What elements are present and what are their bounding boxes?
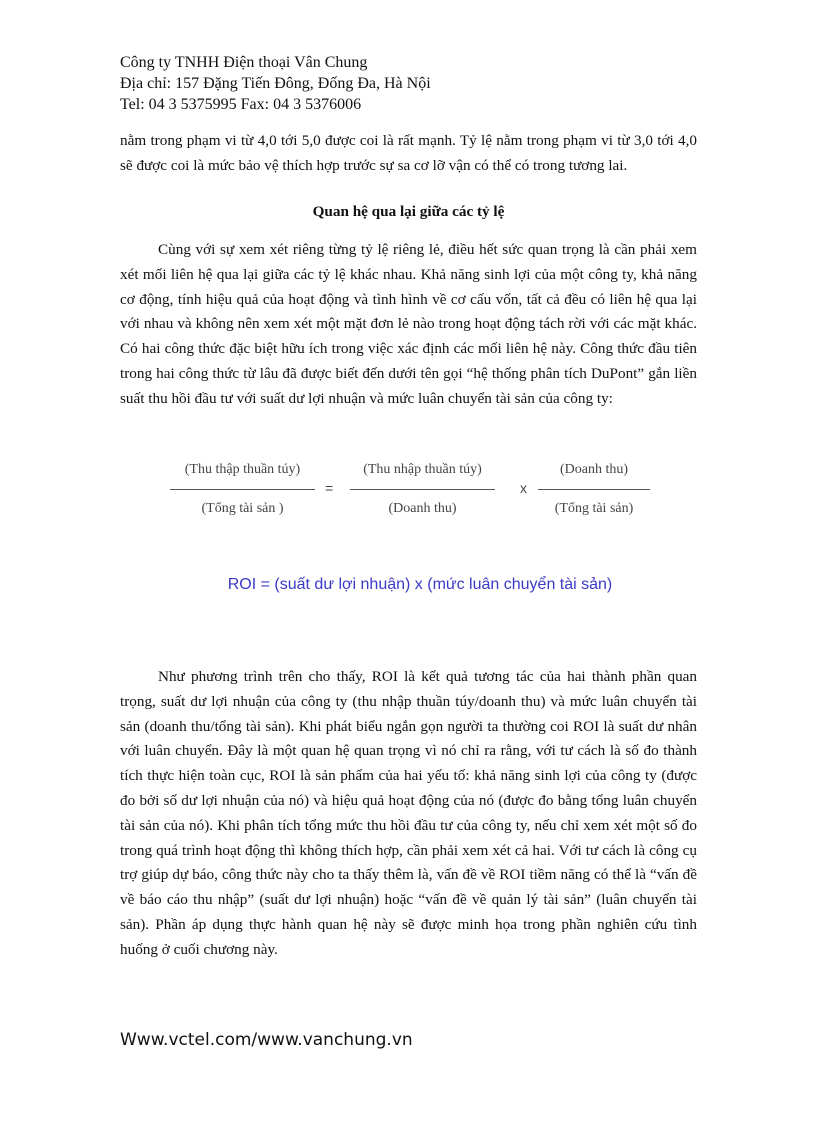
fraction-roi: [170, 456, 315, 523]
fraction-asset-turnover-denominator: (Tổng tài sản): [554, 501, 634, 516]
section-heading: Quan hệ qua lại giữa các tỷ lệ: [312, 203, 505, 220]
times-sign: x: [520, 480, 527, 496]
fraction-asset-turnover-numerator: (Doanh thu): [559, 462, 629, 477]
fraction-profit-margin: [350, 456, 495, 523]
fraction-profit-margin-denominator: (Doanh thu): [388, 501, 457, 516]
company-contact: Tel: 04 3 5375995 Fax: 04 3 5376006: [120, 96, 362, 113]
fraction-asset-turnover: [538, 456, 650, 523]
fraction-roi-denominator: (Tổng tài sản ): [201, 501, 284, 516]
company-name: Công ty TNHH Điện thoại Vân Chung: [120, 54, 368, 71]
fraction-bar: [170, 489, 315, 490]
intro-paragraph: nằm trong phạm vi từ 4,0 tới 5,0 được coi là rất mạnh. Tỷ lệ nằm trong phạm vi từ 3,0 tới 4,0 sẽ được coi là mức bảo vệ thích hợp trước sự sa cơ lỡ vận có thể có trong tương lai.: [120, 132, 697, 174]
fraction-bar: [350, 489, 495, 490]
footer-website: Www.vctel.com/www.vanchung.vn: [120, 1030, 413, 1050]
letterhead: [120, 52, 431, 115]
company-address: Địa chỉ: 157 Đặng Tiến Đông, Đống Đa, Hà Nội: [120, 75, 431, 92]
fraction-roi-numerator: (Thu thập thuần túy): [184, 462, 301, 477]
equals-sign: =: [325, 480, 334, 496]
fraction-profit-margin-numerator: (Thu nhập thuần túy): [363, 462, 482, 477]
roi-equation: ROI = (suất dư lợi nhuận) x (mức luân chuyển tài sản): [227, 576, 613, 593]
dupont-formula: [150, 456, 660, 526]
paragraph-dupont: Cùng với sự xem xét riêng từng tỷ lệ riêng lẻ, điều hết sức quan trọng là cần phải xem xét mối liên hệ qua lại giữa các tỷ lệ khác nhau. Khả năng sinh lợi của một công ty, khả năng cơ động, tính hiệu quả của hoạt động và tình hình về cơ cấu vốn, tất cả đều có liên hệ qua lại với nhau và không nên xem xét một mặt đơn lẻ nào trong hoạt động tách rời với các mặt khác. Có hai công thức đặc biệt hữu ích trong việc xác định các mối liên hệ này. Công thức đầu tiên trong hai công thức từ lâu đã được biết đến dưới tên gọi “hệ thống phân tích DuPont” gắn liền suất thu hồi đầu tư với suất dư lợi nhuận và mức luân chuyển tài sản của công ty:: [120, 241, 697, 407]
fraction-bar: [538, 489, 650, 490]
paragraph-roi-explanation: Như phương trình trên cho thấy, ROI là kết quả tương tác của hai thành phần quan trọng, suất dư lợi nhuận của công ty (thu nhập thuần túy/doanh thu) và mức luân chuyển tài sản (doanh thu/tổng tài sản). Khi phát biểu ngắn gọn người ta thường coi ROI là suất dư nhân với luân chuyển. Đây là một quan hệ quan trọng vì nó chỉ ra rằng, với tư cách là số đo thành tích thực hiện toàn cục, ROI là sản phẩm của hai yếu tố: khả năng sinh lợi của công ty (được đo bởi số dư lợi nhuận của nó) và hiệu quả hoạt động của nó (được đo bằng tổng luân chuyển tài sản của nó). Khi phân tích tổng mức thu hồi đầu tư của công ty, nếu chỉ xem xét một số đo trong quá trình hoạt động thì không thích hợp, cần phải xem xét cả hai. Với tư cách là công cụ trợ giúp dự báo, công thức này cho ta thấy thêm là, vấn đề về ROI tiềm năng có thể là “vấn đề về báo cáo thu nhập” (suất dư lợi nhuận) hoặc “vấn đề về quản lý tài sản” (luân chuyển tài sản). Phần áp dụng thực hành quan hệ này sẽ được minh họa trong phần nghiên cứu tình huống ở cuối chương này.: [120, 668, 697, 958]
